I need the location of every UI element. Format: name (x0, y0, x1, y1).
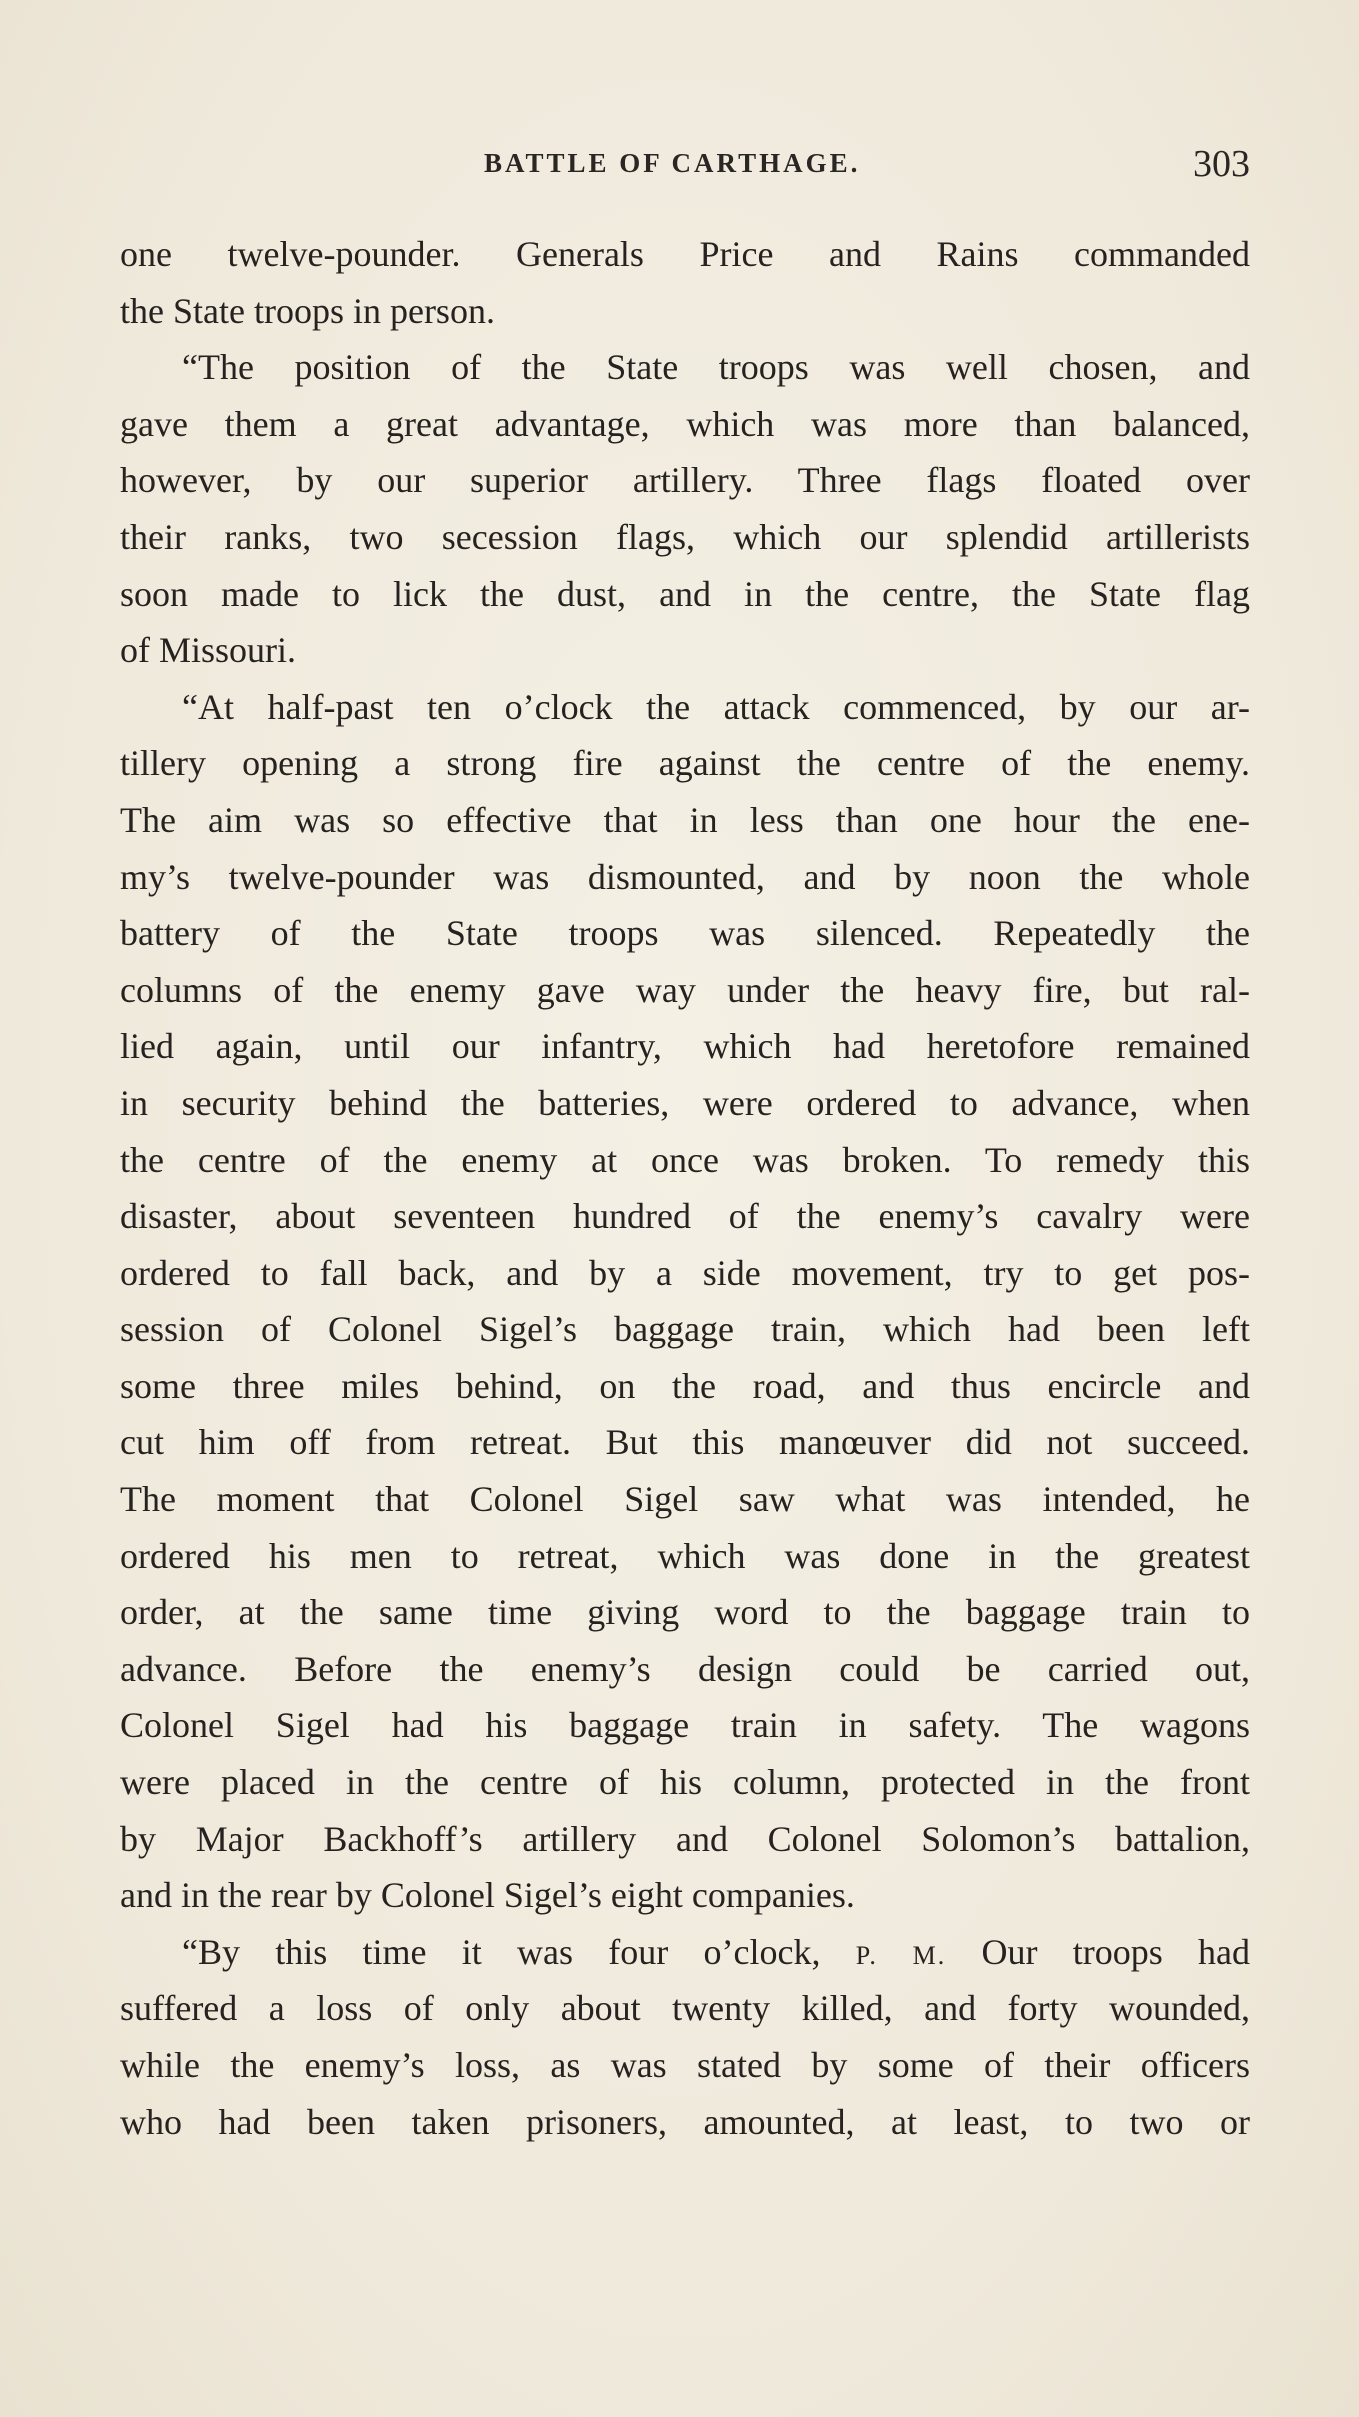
text-line: ordered to fall back, and by a side movement, try to get pos- (120, 1252, 1250, 1293)
text-line: who had been taken prisoners, amounted, at least, to two or (120, 2101, 1250, 2142)
text-line: gave them a great advantage, which was more than balanced, (120, 403, 1250, 444)
text-line: their ranks, two secession flags, which our splendid artillerists (120, 516, 1250, 557)
text-line: lied again, until our infantry, which had heretofore remained (120, 1026, 1250, 1067)
text-line: in security behind the batteries, were ordered to advance, when (120, 1082, 1250, 1123)
text-line: session of Colonel Sigel’s baggage train, which had been left (120, 1309, 1250, 1350)
line-segment: “By this time it was four o’clock, (182, 1931, 821, 1972)
text-line: The aim was so effective that in less than one hour the ene- (120, 799, 1250, 840)
paragraph-start-line: “At half-past ten o’clock the attack commenced, by our ar- (182, 686, 1250, 727)
text-line: of Missouri. (120, 630, 297, 671)
text-line: one twelve-pounder. Generals Price and Rains commanded (120, 234, 1250, 274)
text-line: battery of the State troops was silenced. Repeatedly the (120, 913, 1250, 954)
text-line: some three miles behind, on the road, and thus encircle and (120, 1365, 1250, 1406)
text-line: however, by our superior artillery. Three flags floated over (120, 460, 1250, 501)
text-line: the State troops in person. (120, 290, 495, 331)
text-line: the centre of the enemy at once was broken. To remedy this (120, 1139, 1250, 1180)
body-text (120, 226, 1250, 2150)
text-line: advance. Before the enemy’s design could be carried out, (120, 1648, 1250, 1689)
text-line: columns of the enemy gave way under the heavy fire, but ral- (120, 969, 1250, 1010)
text-line: order, at the same time giving word to the baggage train to (120, 1592, 1250, 1633)
text-line: suffered a loss of only about twenty killed, and forty wounded, (120, 1988, 1250, 2029)
text-line: tillery opening a strong fire against the centre of the enemy. (120, 743, 1250, 784)
text-line: were placed in the centre of his column, protected in the front (120, 1762, 1250, 1803)
text-line: soon made to lick the dust, and in the centre, the State flag (120, 573, 1250, 614)
text-line: cut him off from retreat. But this manœuver did not succeed. (120, 1422, 1250, 1463)
text-line: ordered his men to retreat, which was done in the greatest (120, 1535, 1250, 1576)
text-line: and in the rear by Colonel Sigel’s eight companies. (120, 1875, 855, 1916)
text-line: Colonel Sigel had his baggage train in safety. The wagons (120, 1705, 1250, 1746)
small-caps-pm: P. M. (855, 1940, 947, 1970)
paragraph-start-line: “The position of the State troops was well chosen, and (182, 347, 1250, 388)
line-segment: Our troops had (981, 1931, 1250, 1972)
text-line: The moment that Colonel Sigel saw what was intended, he (120, 1479, 1250, 1520)
text-line: disaster, about seventeen hundred of the enemy’s cavalry were (120, 1196, 1250, 1237)
text-line: while the enemy’s loss, as was stated by some of their officers (120, 2045, 1250, 2085)
page-number: 303 (1193, 143, 1250, 185)
page-header (120, 142, 1250, 196)
running-head: BATTLE OF CARTHAGE. (484, 148, 861, 178)
text-line: my’s twelve-pounder was dismounted, and by noon the whole (120, 856, 1250, 897)
paragraph-start-line (120, 1924, 1250, 1981)
text-line: by Major Backhoff’s artillery and Colonel Solomon’s battalion, (120, 1818, 1250, 1859)
